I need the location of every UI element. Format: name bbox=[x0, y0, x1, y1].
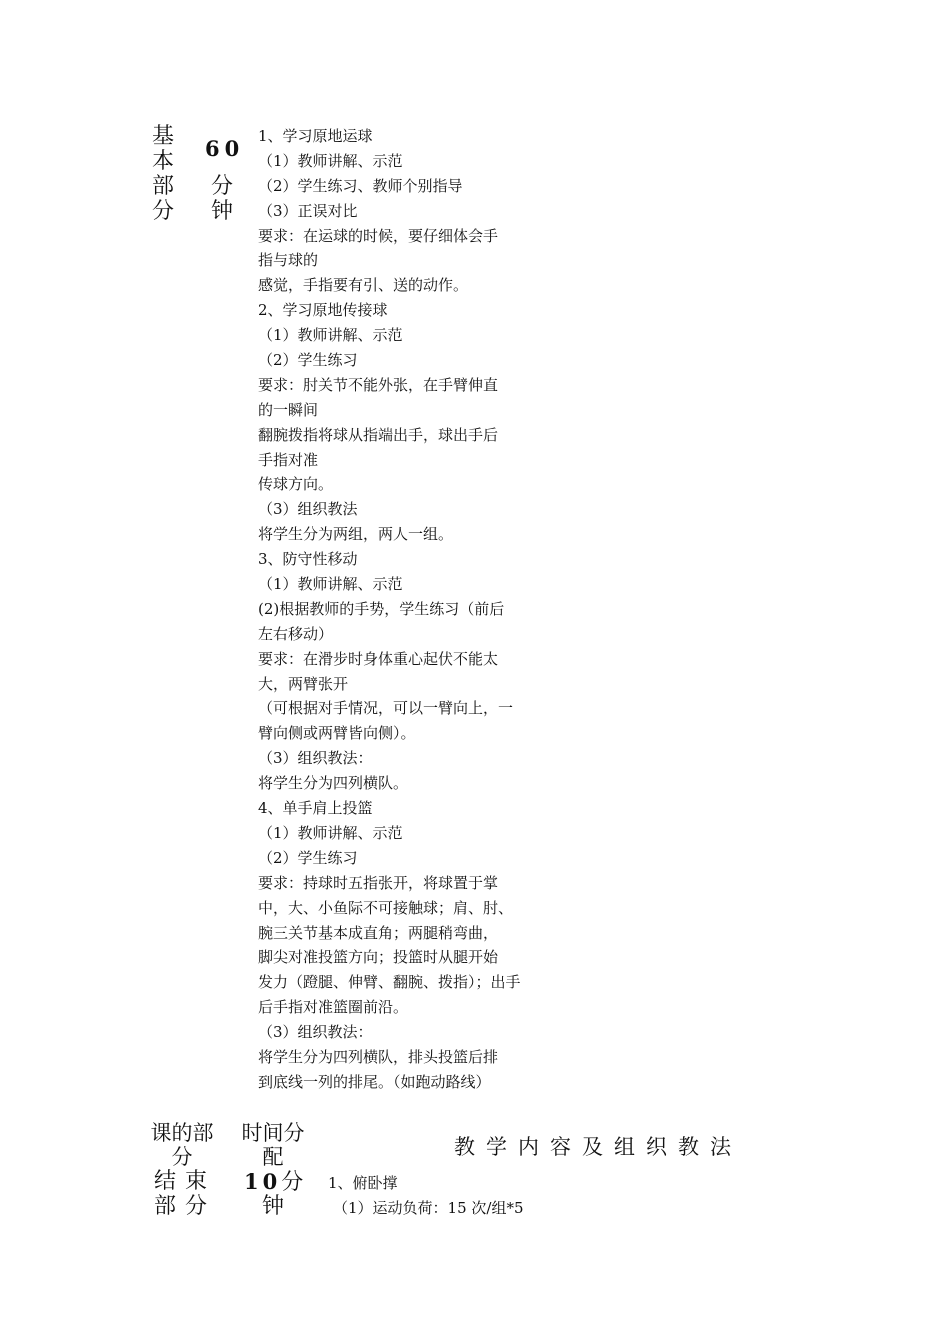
content-line: 手指对准 bbox=[258, 450, 319, 469]
basic-part-char: 分 bbox=[152, 199, 176, 224]
content-line: 要求：持球时五指张开，将球置于掌 bbox=[258, 873, 499, 892]
content-line: （2）学生练习 bbox=[258, 848, 358, 867]
header-part-line: 分 bbox=[171, 1145, 193, 1169]
content-line: 将学生分为四列横队。 bbox=[258, 774, 409, 793]
content-line: 将学生分为两组，两人一组。 bbox=[258, 525, 454, 544]
content-line: 要求：肘关节不能外张，在手臂伸直 bbox=[258, 375, 499, 394]
content-line: 中，大、小鱼际不可接触球；肩、肘、 bbox=[258, 898, 514, 917]
content-line: （3）组织教法： bbox=[258, 749, 373, 768]
content-line: 指与球的 bbox=[258, 251, 319, 270]
basic-content-list bbox=[258, 124, 521, 1095]
header-part-col bbox=[146, 1121, 218, 1169]
header-content-col: 教学内容及组织教法 bbox=[454, 1135, 742, 1159]
content-line: 将学生分为四列横队，排头投篮后排 bbox=[258, 1047, 499, 1066]
content-line: 3、防守性移动 bbox=[258, 550, 358, 569]
content-line: 腕三关节基本成直角；两腿稍弯曲， bbox=[258, 923, 499, 942]
content-line: （1）教师讲解、示范 bbox=[258, 575, 403, 594]
content-line: 要求：在运球的时候，要仔细体会手 bbox=[258, 226, 499, 245]
header-part-line: 课的部 bbox=[150, 1121, 214, 1145]
content-line: 左右移动） bbox=[258, 624, 334, 643]
basic-part-char: 本 bbox=[152, 149, 176, 174]
header-time-line: 配 bbox=[262, 1145, 284, 1169]
content-line: 到底线一列的排尾。（如跑动路线） bbox=[258, 1072, 491, 1091]
end-content-line: 1、俯卧撑 bbox=[328, 1174, 398, 1192]
content-line: 大，两臂张开 bbox=[258, 674, 349, 693]
end-time-unit-line: 钟 bbox=[262, 1194, 286, 1219]
content-line: 感觉，手指要有引、送的动作。 bbox=[258, 276, 469, 295]
content-line: 脚尖对准投篮方向；投篮时从腿开始 bbox=[258, 948, 499, 967]
content-line: 1、学习原地运球 bbox=[258, 127, 373, 145]
basic-time-unit: 钟 bbox=[211, 199, 235, 224]
content-line: （2）学生练习、教师个别指导 bbox=[258, 176, 463, 195]
basic-part-char: 基 bbox=[152, 124, 176, 149]
content-line: （可根据对手情况，可以一臂向上，一 bbox=[258, 699, 514, 718]
header-time-line: 时间分 bbox=[241, 1121, 305, 1145]
content-line: 4、单手肩上投篮 bbox=[258, 799, 373, 818]
content-line: 后手指对准篮圈前沿。 bbox=[258, 998, 409, 1017]
basic-part-char: 部 bbox=[152, 174, 176, 199]
content-line: （2）学生练习 bbox=[258, 351, 358, 370]
basic-time-number: 60 bbox=[205, 136, 245, 161]
content-line: 的一瞬间 bbox=[258, 400, 319, 419]
content-line: （3）组织教法： bbox=[258, 1023, 373, 1042]
content-line: 发力（蹬腿、伸臂、翻腕、拨指）；出手 bbox=[258, 973, 521, 992]
content-line: （3）正误对比 bbox=[258, 201, 358, 220]
content-line: 臂向侧或两臂皆向侧）。 bbox=[258, 724, 416, 743]
content-line: 2、学习原地传接球 bbox=[258, 301, 388, 320]
end-part-label: 结 束 bbox=[154, 1169, 208, 1194]
end-time bbox=[244, 1169, 304, 1196]
end-time-unit: 分 bbox=[281, 1170, 305, 1195]
end-part-label: 部 分 bbox=[154, 1194, 208, 1219]
end-time-number: 10 bbox=[244, 1169, 282, 1194]
content-line: 传球方向。 bbox=[258, 475, 334, 494]
header-time-col bbox=[237, 1121, 309, 1169]
content-line: （1）教师讲解、示范 bbox=[258, 326, 403, 345]
content-line: （1）教师讲解、示范 bbox=[258, 151, 403, 170]
content-line: 要求：在滑步时身体重心起伏不能太 bbox=[258, 649, 499, 668]
content-line: 翻腕拨指将球从指端出手，球出手后 bbox=[258, 425, 499, 444]
basic-time-unit: 分 bbox=[211, 174, 235, 199]
content-line: （1）教师讲解、示范 bbox=[258, 823, 403, 842]
content-line: (2)根据教师的手势，学生练习（前后 bbox=[258, 599, 505, 618]
end-content-line: （1）运动负荷：15 次/组*5 bbox=[333, 1199, 524, 1217]
content-line: （3）组织教法 bbox=[258, 500, 358, 519]
